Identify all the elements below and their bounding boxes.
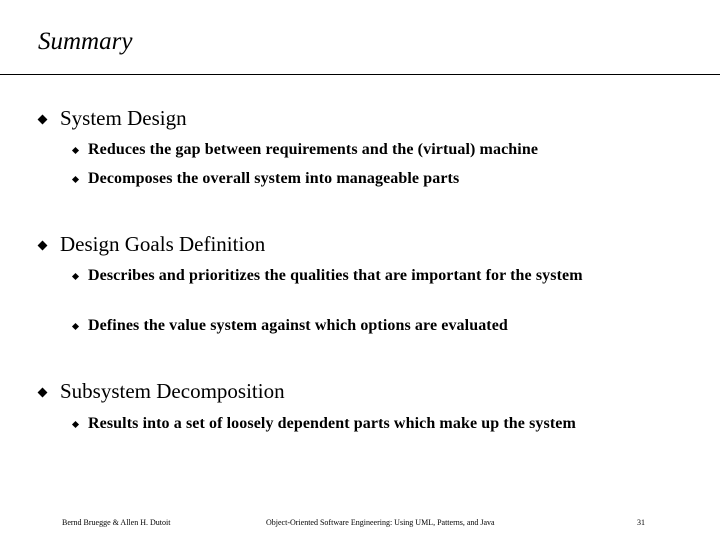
bullet-text: Results into a set of loosely dependent parts which make up the system bbox=[88, 415, 576, 432]
section-heading-system-design: System Design bbox=[60, 106, 187, 130]
footer-authors: Bernd Bruegge & Allen H. Dutoit bbox=[62, 518, 171, 527]
slide-title: Summary bbox=[38, 28, 133, 55]
title-rule bbox=[0, 74, 720, 75]
diamond-bullet-icon bbox=[38, 388, 48, 398]
bullet-text: Describes and prioritizes the qualities that are important for the system bbox=[88, 267, 583, 284]
bullet-text: Reduces the gap between requirements and the (virtual) machine bbox=[88, 141, 539, 158]
diamond-bullet-icon bbox=[38, 115, 48, 125]
footer-book-title: Object-Oriented Software Engineering: Using UML, Patterns, and Java bbox=[266, 518, 495, 527]
diamond-bullet-icon bbox=[72, 273, 79, 280]
diamond-bullet-icon bbox=[72, 421, 79, 428]
bullet-text: Decomposes the overall system into manageable parts bbox=[88, 170, 460, 187]
footer-page-number: 31 bbox=[637, 518, 645, 527]
section-heading-design-goals: Design Goals Definition bbox=[60, 232, 266, 256]
diamond-bullet-icon bbox=[72, 147, 79, 154]
diamond-bullet-icon bbox=[38, 241, 48, 251]
bullet-text: Defines the value system against which options are evaluated bbox=[88, 317, 508, 334]
section-heading-subsystem-decomposition: Subsystem Decomposition bbox=[60, 379, 285, 403]
diamond-bullet-icon bbox=[72, 176, 79, 183]
diamond-bullet-icon bbox=[72, 323, 79, 330]
